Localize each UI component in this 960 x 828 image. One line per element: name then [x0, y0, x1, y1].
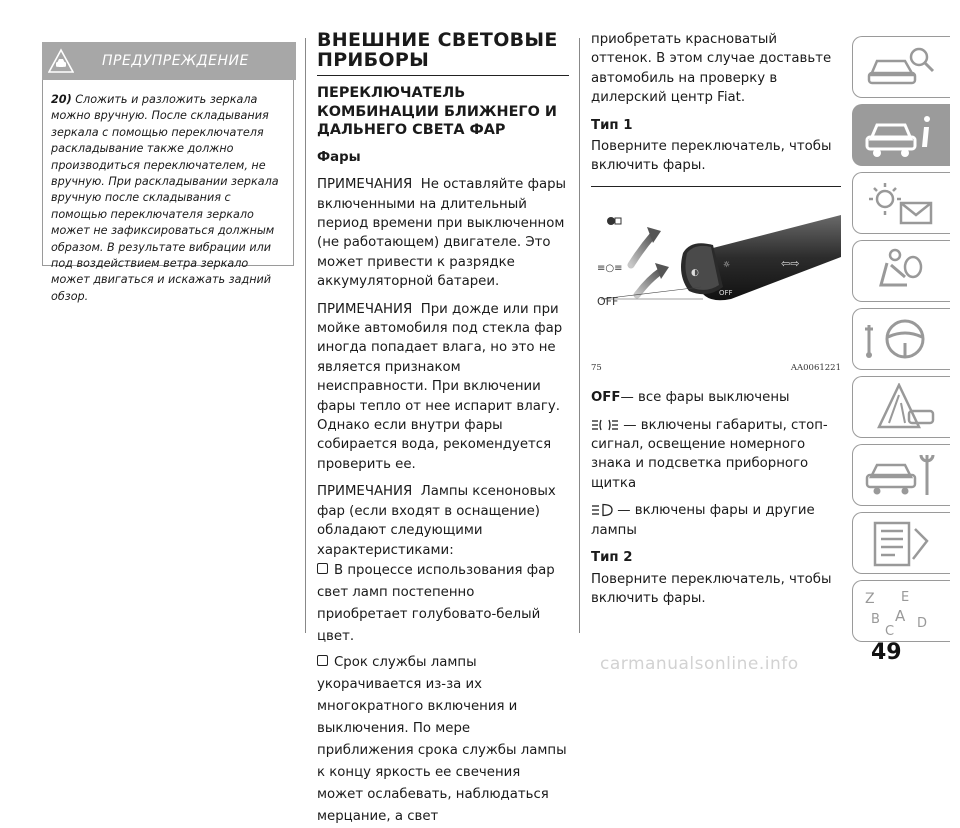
- off-description: OFF— все фары выключены: [591, 390, 790, 406]
- note-paragraph: ПРИМЕЧАНИЯ Не оставляйте фары включенными на длительный период времени при выключенном (не работающем) двигателе. Это может привести к разрядке аккумуляторной батареи.: [317, 177, 567, 290]
- bullet-item: В процессе использования фар свет ламп постепенно приобретает голубовато-белый цвет.: [317, 562, 555, 644]
- note-paragraph: ПРИМЕЧАНИЯ Лампы ксеноновых фар (если входят в оснащение) обладают следующими характеристиками:: [317, 484, 556, 558]
- light-switch-figure: [591, 187, 841, 357]
- watermark: carmanualsonline.info: [600, 654, 799, 674]
- warning-body: [42, 80, 294, 303]
- parking-light-symbol-icon: ≡○≡: [597, 262, 623, 274]
- figure-caption: [591, 359, 841, 378]
- page-number: 49: [871, 640, 902, 665]
- tab-maintenance[interactable]: [852, 444, 950, 506]
- bullet-item: Срок службы лампы укорачивается из-за их многократного включения и выключения. По мере приближения срока службы лампы к концу яркость ее свечения может ослабевать, наблюдаться мерцание, а свет: [317, 654, 567, 824]
- svg-text:B: B: [871, 612, 880, 627]
- section-title: ВНЕШНИЕ СВЕТОВЫЕ ПРИБОРЫ: [317, 29, 558, 71]
- svg-text:⇦⇨: ⇦⇨: [781, 256, 800, 270]
- warning-number: 20): [51, 93, 72, 106]
- tab-safety[interactable]: [852, 240, 950, 302]
- svg-text:☼: ☼: [723, 259, 731, 269]
- tab-emergency[interactable]: [852, 376, 950, 438]
- tab-starting-driving[interactable]: [852, 308, 950, 370]
- knob-off-label: OFF: [719, 288, 733, 297]
- type2-heading: Тип 2: [591, 550, 633, 566]
- middle-column: [317, 30, 569, 828]
- road-triangle-icon: [861, 383, 941, 433]
- data-list-icon: [861, 519, 941, 569]
- type2-text: Поверните переключатель, чтобы включить фары.: [591, 571, 832, 606]
- figure-number: 75: [591, 362, 602, 373]
- tab-car-info[interactable]: [852, 104, 950, 166]
- warning-header: [42, 42, 296, 80]
- warning-title: ПРЕДУПРЕЖДЕНИЕ: [102, 53, 249, 69]
- tab-dashboard[interactable]: [852, 36, 950, 98]
- car-info-icon: [861, 111, 941, 161]
- car-service-icon: [861, 451, 941, 501]
- warning-text: Сложить и разложить зеркала можно вручную. После складывания зеркала с помощью переключателя раскладывание также должно производиться переключателем, не вручную. При раскладывании зеркала вручную после складывания с помощью переключателя зеркало может не зафиксироваться должным образом. В результате вибрации или под воздействием ветра зеркало может двигаться и искажать задний обзор.: [51, 93, 279, 303]
- stalk-illustration: [591, 187, 841, 357]
- warning-lights-icon: [861, 179, 941, 229]
- type1-text: Поверните переключатель, чтобы включить фары.: [591, 139, 832, 174]
- title-rule: [317, 75, 569, 76]
- type1-heading: Тип 1: [591, 117, 633, 133]
- svg-text:E: E: [901, 590, 910, 605]
- headlight-description: — включены фары и другие лампы: [591, 503, 815, 538]
- column-divider: [579, 38, 580, 633]
- svg-text:C: C: [885, 624, 895, 637]
- checkbox-bullet-icon: [317, 563, 328, 574]
- headlight-icon: [591, 503, 613, 517]
- headlights-heading: Фары: [317, 149, 361, 165]
- note-paragraph: ПРИМЕЧАНИЯ При дожде или при мойке автомобиля под стекла фар иногда попадает влага, но это не является признаком неисправности. При включении фары тепло от нее испарит влагу. Однако если внутри фары собирается вода, рекомендуется проверить ее.: [317, 301, 563, 472]
- figure-off-label: OFF: [597, 294, 619, 308]
- column-divider: [305, 38, 306, 633]
- tab-warning-lights[interactable]: [852, 172, 950, 234]
- svg-text:D: D: [917, 616, 928, 631]
- svg-text:◐: ◐: [691, 267, 699, 278]
- airbag-seat-icon: [861, 247, 941, 297]
- figure-code: AA0061221: [790, 362, 841, 373]
- continued-paragraph: приобретать красноватый оттенок. В этом случае доставьте автомобиль на проверку в дилерский центр Fiat.: [591, 32, 832, 106]
- headlight-symbol-icon: [607, 217, 615, 225]
- tab-index[interactable]: [852, 580, 950, 642]
- checkbox-bullet-icon: [317, 655, 328, 666]
- car-dashboard-icon: [861, 43, 941, 93]
- tab-technical-data[interactable]: [852, 512, 950, 574]
- parking-light-icon: [591, 418, 619, 432]
- right-column: [591, 30, 841, 616]
- svg-text:A: A: [895, 607, 906, 625]
- alphabet-index-icon: [861, 587, 941, 637]
- steering-wheel-icon: [861, 315, 941, 365]
- parking-description: — включены габариты, стоп-сигнал, освещение номерного знака и подсветка приборного щитка: [591, 417, 828, 491]
- svg-text:Z: Z: [865, 591, 875, 607]
- warning-car-icon: [48, 48, 74, 74]
- subsection-title: ПЕРЕКЛЮЧАТЕЛЬ КОМБИНАЦИИ БЛИЖНЕГО И ДАЛЬНЕГО СВЕТА ФАР: [317, 85, 557, 139]
